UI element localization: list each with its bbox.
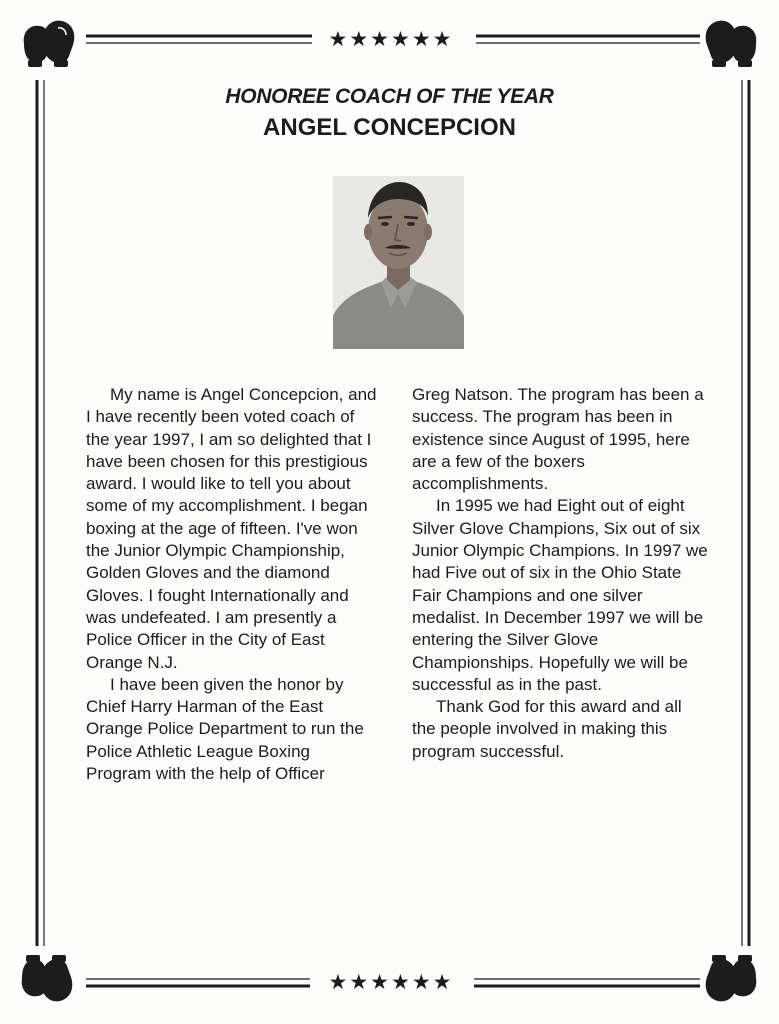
body-paragraph: My name is Angel Concepcion, and I have recently been voted coach of the year 1997, I am so delighted that I have been chosen for this prestigious award. I would like to tell you about some of my accomplishment. I began boxing at the age of fifteen. I've won the Junior Olympic Championship, Golden Gloves and the diamond Gloves. I fought Internationally and was undefeated. I am presently a Police Officer in the City of East Orange N.J. [86, 385, 377, 672]
boxing-gloves-icon [700, 946, 762, 1008]
boxing-gloves-icon [18, 14, 80, 76]
portrait-illustration [333, 176, 464, 349]
portrait-photo [333, 176, 464, 349]
body-paragraph: Greg Natson. The program has been a success. The program has been in existence since August of 1995, here are a few of the boxers accomplishments. [412, 385, 704, 494]
title-block [0, 84, 779, 143]
bottom-star-row: ★★★★★★ [328, 970, 454, 994]
body-column-left [86, 384, 378, 785]
boxing-gloves-icon [16, 946, 78, 1008]
body-column-right [412, 384, 708, 763]
boxing-gloves-icon [700, 14, 762, 76]
body-paragraph: I have been given the honor by Chief Harry Harman of the East Orange Police Department to run the Police Athletic League Boxing Program with the help of Officer [86, 674, 364, 784]
honoree-name: ANGEL CONCEPCION [263, 114, 516, 141]
top-star-row: ★★★★★★ [328, 27, 454, 51]
body-paragraph: In 1995 we had Eight out of eight Silver Glove Champions, Six out of six Junior Olympic Champions. In 1997 we had Five out of six in the Ohio State Fair Champions and one silver medalist. In December 1997 we will be entering the Silver Glove Championships. Hopefully we will be successful as in the past. [412, 496, 708, 694]
award-subtitle: HONOREE COACH OF THE YEAR [225, 85, 554, 108]
body-paragraph: Thank God for this award and all the people involved in making this program successful. [412, 697, 682, 761]
